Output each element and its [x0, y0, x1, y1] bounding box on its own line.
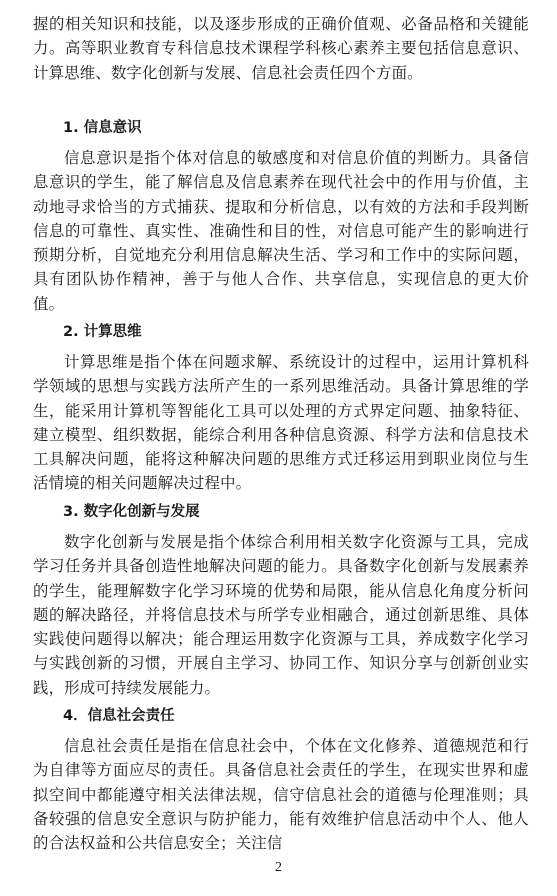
section-heading-information-awareness: 1. 信息意识 [63, 120, 142, 136]
section-body-digital-innovation: 数字化创新与发展是指个体综合利用相关数字化资源与工具，完成学习任务并具备创造性地解决问题的能力。具备数字化创新与发展素养的学生，能理解数字化学习环境的优势和局限，能从信息化角度分析问题的解决路径，并将信息技术与所学专业相融合，通过创新思维、具体实践使问题得以解决；能合理运用数字化资源与工具，养成数字化学习与实践创新的习惯，开展自主学习、协同工作、知识分享与创新创业实践，形成可持续发展能力。 [33, 533, 529, 697]
section-body-information-awareness: 信息意识是指个体对信息的敏感度和对信息价值的判断力。具备信息意识的学生，能了解信息及信息素养在现代社会中的作用与价值，主动地寻求恰当的方式捕获、提取和分析信息，以有效的方法和手段判断信息的可靠性、真实性、准确性和目的性，对信息可能产生的影响进行预期分析，自觉地充分利用信息解决生活、学习和工作中的实际问题，具有团队协作精神，善于与他人合作、共享信息，实现信息的更大价值。 [33, 149, 529, 313]
section-body-computational-thinking: 计算思维是指个体在问题求解、系统设计的过程中，运用计算机科学领域的思想与实践方法所产生的一系列思维活动。具备计算思维的学生，能采用计算机等智能化工具可以处理的方式界定问题、抽象特征、建立模型、组织数据，能综合利用各种信息资源、科学方法和信息技术工具解决问题，能将这种解决问题的思维方式迁移运用到职业岗位与生活情境的相关问题解决过程中。 [33, 353, 529, 493]
intro-paragraph: 握的相关知识和技能，以及逐步形成的正确价值观、必备品格和关键能力。高等职业教育专科信息技术课程学科核心素养主要包括信息意识、计算思维、数字化创新与发展、信息社会责任四个方面。 [33, 15, 529, 82]
section-heading-social-responsibility: 4．信息社会责任 [63, 708, 175, 724]
section-body-social-responsibility: 信息社会责任是指在信息社会中，个体在文化修养、道德规范和行为自律等方面应尽的责任。具备信息社会责任的学生，在现实世界和虚拟空间中都能遵守相关法律法规，信守信息社会的道德与伦理准则；具备较强的信息安全意识与防护能力，能有效维护信息活动中个人、他人的合法权益和公共信息安全；关注信 [33, 737, 529, 853]
page-number: 2 [275, 860, 282, 875]
section-heading-computational-thinking: 2. 计算思维 [63, 324, 142, 340]
section-heading-digital-innovation: 3. 数字化创新与发展 [63, 504, 200, 520]
